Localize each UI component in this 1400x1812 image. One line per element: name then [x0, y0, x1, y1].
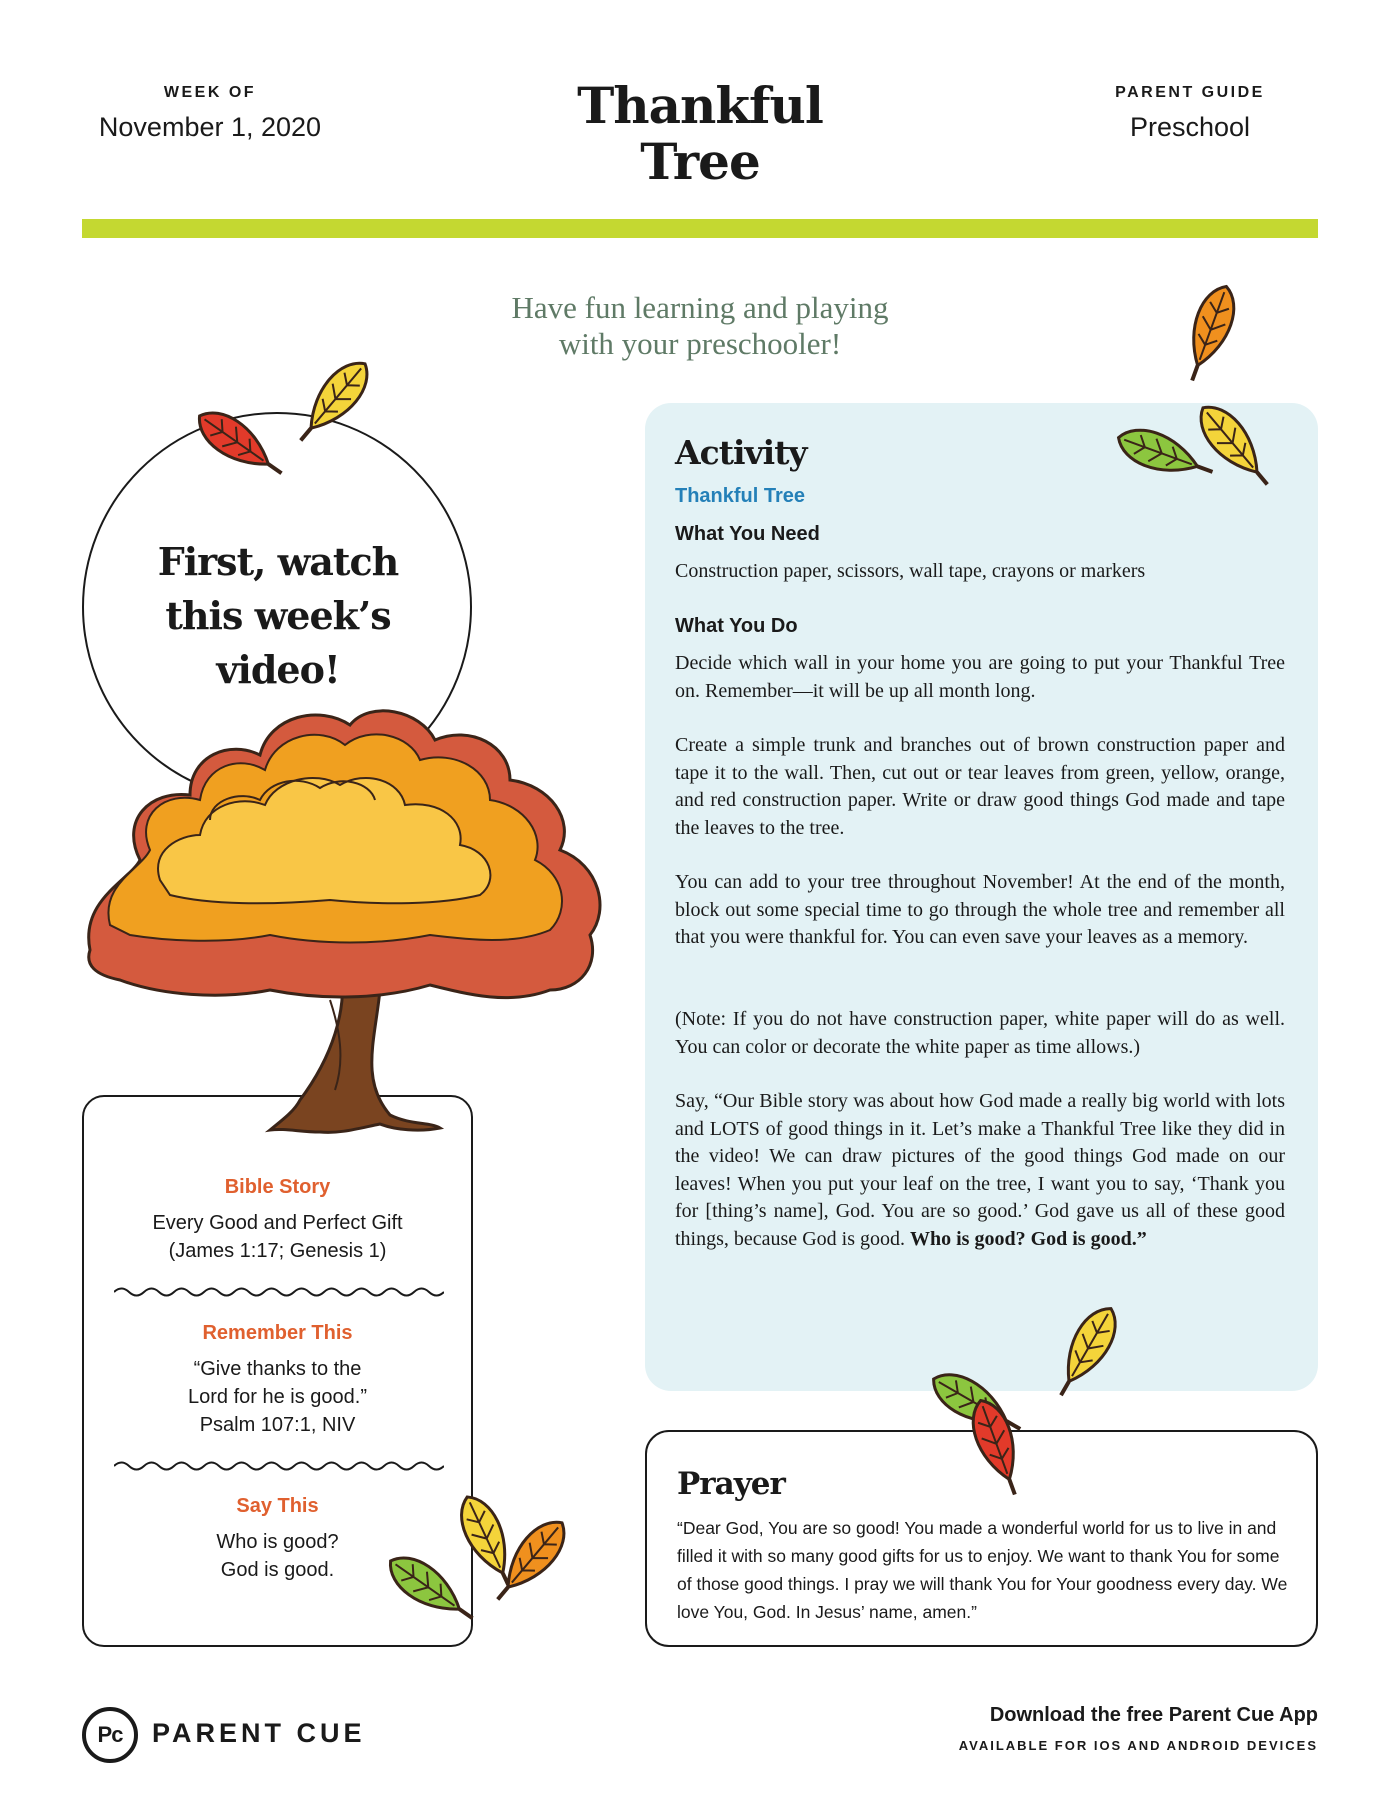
page-title-line1: Thankful	[577, 76, 823, 135]
say-this-text	[84, 1528, 471, 1584]
intro-text	[420, 290, 980, 362]
activity-title: Activity	[675, 433, 807, 472]
video-prompt-line2: this week’s	[165, 593, 391, 638]
week-of-label: WEEK OF	[163, 84, 257, 101]
bible-story-text	[84, 1209, 471, 1265]
logo-mark-text: Pc	[97, 1722, 123, 1747]
page-title-line2: Tree	[640, 132, 760, 191]
video-prompt-line3: video!	[216, 647, 340, 692]
parent-cue-logo	[82, 1707, 138, 1763]
app-download-title: Download the free Parent Cue App	[989, 1704, 1318, 1726]
activity-note: (Note: If you do not have construction paper, white paper will do as well. You can color or decorate the white paper as time allows.)	[675, 1008, 1285, 1058]
wave-divider	[114, 1285, 444, 1299]
activity-say-bold: Who is good? God is good.”	[909, 1227, 1147, 1250]
bible-story-line2: (James 1:17; Genesis 1)	[168, 1240, 387, 1262]
leaf-icon	[1176, 281, 1243, 387]
activity-step-1: Decide which wall in your home you are going to put your Thankful Tree on. Remember—it will be up all month long.	[675, 652, 1285, 702]
activity-say-text: Say, “Our Bible story was about how God made a really big world with lots and LOTS of good things in it. Let’s make a Thankful Tree like they did in the video! We can draw pictures of the good things God made on our leaves! When you put your leaf on the tree, I want you to say, ‘Thank you for [thing’s name], God. You are so good.’ God gave us all of these good things, because God is good.	[675, 1090, 1285, 1250]
page-title	[480, 78, 920, 190]
week-date: November 1, 2020	[98, 112, 322, 142]
say-this-section	[84, 1495, 471, 1584]
activity-panel	[645, 403, 1318, 1391]
brand-name: PARENT CUE	[152, 1718, 366, 1748]
video-prompt-line1: First, watch	[157, 539, 399, 584]
wave-divider	[114, 1459, 444, 1473]
say-line2: God is good.	[220, 1559, 335, 1581]
say-line1: Who is good?	[216, 1531, 339, 1553]
prayer-text: “Dear God, You are so good! You made a wonderful world for us to live in and filled it with so many good gifts for us to enjoy. We want to thank You for some of those good things. I pray we will thank You for Your goodness every day. We love You, God. In Jesus’ name, amen.”	[677, 1518, 1288, 1622]
intro-line1: Have fun learning and playing	[511, 290, 889, 325]
bible-story-section	[84, 1176, 471, 1265]
bible-info-card	[82, 1095, 473, 1647]
leaf-icon	[484, 1512, 575, 1611]
remember-section	[84, 1322, 471, 1439]
remember-line3: Psalm 107:1, NIV	[199, 1414, 356, 1436]
what-you-need-heading: What You Need	[675, 523, 820, 545]
parent-guide-value: Preschool	[1129, 112, 1251, 142]
remember-line1: “Give thanks to the	[193, 1358, 362, 1380]
activity-say	[675, 1088, 1285, 1253]
header-rule	[82, 219, 1318, 238]
app-download-subtitle: AVAILABLE FOR IOS AND ANDROID DEVICES	[958, 1738, 1318, 1753]
week-of-block	[90, 84, 330, 143]
remember-line2: Lord for he is good.”	[188, 1386, 367, 1408]
activity-step-3: You can add to your tree throughout November! At the end of the month, block out some special time to go through the whole tree and remember all that you were thankful for. You can even save your leaves as a memory.	[675, 871, 1285, 948]
bible-story-line1: Every Good and Perfect Gift	[152, 1212, 403, 1234]
activity-subtitle: Thankful Tree	[675, 485, 806, 507]
parent-guide-block	[1070, 84, 1310, 143]
what-you-do-heading: What You Do	[675, 615, 798, 637]
parent-guide-label: PARENT GUIDE	[1115, 84, 1265, 101]
intro-line2: with your preschooler!	[558, 326, 842, 361]
prayer-card	[645, 1430, 1318, 1647]
prayer-title: Prayer	[677, 1466, 785, 1502]
bible-story-label: Bible Story	[224, 1176, 331, 1198]
activity-step-2: Create a simple trunk and branches out of brown construction paper and tape it to the wall. Then, cut out or tear leaves from green, yellow, orange, and red construction paper. Write or draw good things God made and tape the leaves to the tree.	[675, 734, 1285, 839]
what-you-need-text: Construction paper, scissors, wall tape, crayons or markers	[675, 560, 1146, 582]
say-this-label: Say This	[236, 1495, 319, 1517]
video-prompt	[110, 535, 446, 697]
remember-label: Remember This	[202, 1322, 353, 1344]
remember-text	[84, 1355, 471, 1439]
